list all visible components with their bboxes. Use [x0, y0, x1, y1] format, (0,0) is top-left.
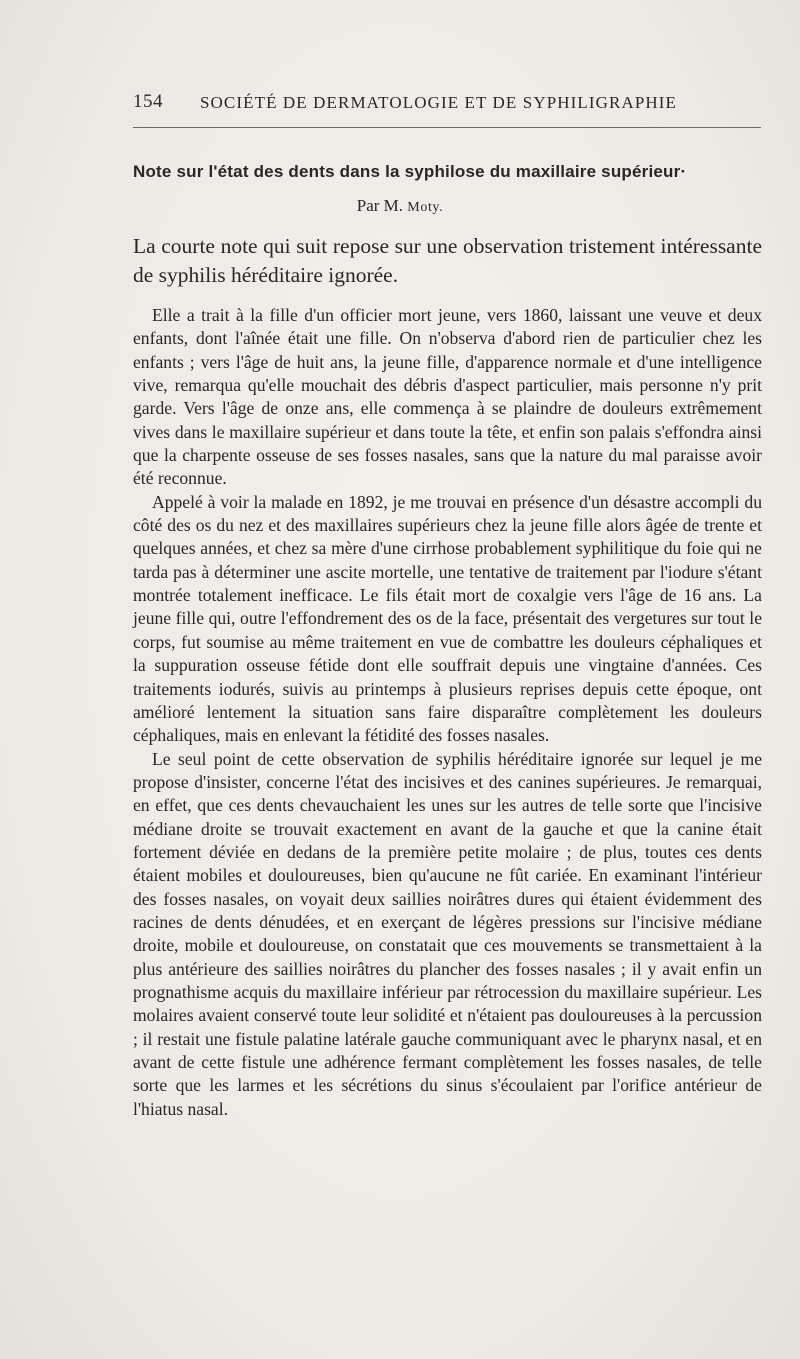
paragraph-history: Elle a trait à la fille d'un officier mort jeune, vers 1860, laissant une veuve et deux enfants, dont l'aînée était une fille. On n'observa d'abord rien de particulier chez les enfants ; vers l'âge de huit ans, la jeune fille, d'apparence normale et d'une intelligence vive, remarqua qu'elle mouchait des débris d'aspect particulier, mais personne n'y prit garde. Vers l'âge de onze ans, elle commença à se plaindre de douleurs extrêmement vives dans le maxillaire supérieur et dans toute la tête, et enfin son palais s'effondra ainsi que la charpente osseuse de ses fosses nasales, sans que la nature du mal paraisse avoir été reconnue.	[133, 305, 762, 489]
intro-paragraph: La courte note qui suit repose sur une observation tristement intéressante de syphilis héréditaire ignorée.	[133, 234, 762, 287]
journal-title: SOCIÉTÉ DE DERMATOLOGIE ET DE SYPHILIGRAPHIE	[200, 93, 678, 112]
paragraph-examination: Appelé à voir la malade en 1892, je me trouvai en présence d'un désastre accompli du côté des os du nez et des maxillaires supérieurs chez la jeune fille alors âgée de trente et quelques années, et chez sa mère d'une cirrhose probablement syphilitique du foie qui ne tarda pas à déterminer une ascite mortelle, une tentative de traitement par l'iodure s'étant montrée totalement inefficace. Le fils était mort de coxalgie vers l'âge de 16 ans. La jeune fille qui, outre l'effondrement des os de la face, présentait des vergetures sur tout le corps, fut soumise au même traitement en vue de combattre les douleurs céphaliques et la suppuration osseuse fétide dont elle souffrait depuis une vingtaine d'années. Ces traitements iodurés, suivis au printemps à plusieurs reprises depuis cette époque, ont amélioré lentement la situation sans faire disparaître complètement les douleurs céphaliques, mais en enlevant la fétidité des fosses nasales.	[133, 491, 762, 746]
article-title: Note sur l'état des dents dans la syphilose du maxillaire supérieur·	[133, 162, 687, 181]
running-head	[133, 91, 763, 115]
paragraph-teeth: Le seul point de cette observation de syphilis héréditaire ignorée sur lequel je me propose d'insister, concerne l'état des incisives et des canines supérieures. Je remarquai, en effet, que ces dents chevauchaient les unes sur les autres de telle sorte que l'incisive médiane droite se trouvait exactement en avant de la gauche et que la canine était fortement déviée en dedans de la première petite molaire ; de plus, toutes ces dents étaient mobiles et douloureuses, bien qu'aucune ne fût cariée. En examinant l'intérieur des fosses nasales, on voyait deux saillies noirâtres dures qui étaient évidemment des racines de dents dénudées, et en exerçant de légères pressions sur l'incisive médiane droite, mobile et douloureuse, on constatait que ces mouvements se transmettaient à la plus antérieure des saillies noirâtres du plancher des fosses nasales ; il y avait enfin un prognathisme acquis du maxillaire inférieur par rétrocession du maxillaire supérieur. Les molaires avaient conservé toute leur solidité et n'étaient pas douloureuses à la percussion ; il restait une fistule palatine latérale gauche communiquant avec le pharynx nasal, et en avant de cette fistule une adhérence fermant complètement les fosses nasales, de telle sorte que les larmes et les sécrétions du sinus s'écoulaient par l'orifice antérieur de l'hiatus nasal.	[133, 748, 762, 1119]
page-number: 154	[133, 91, 163, 112]
header-rule	[133, 127, 761, 128]
byline-prefix: Par M.	[356, 196, 404, 215]
article-body	[133, 304, 762, 1121]
author-name: Moty.	[407, 200, 444, 215]
byline	[0, 196, 800, 216]
